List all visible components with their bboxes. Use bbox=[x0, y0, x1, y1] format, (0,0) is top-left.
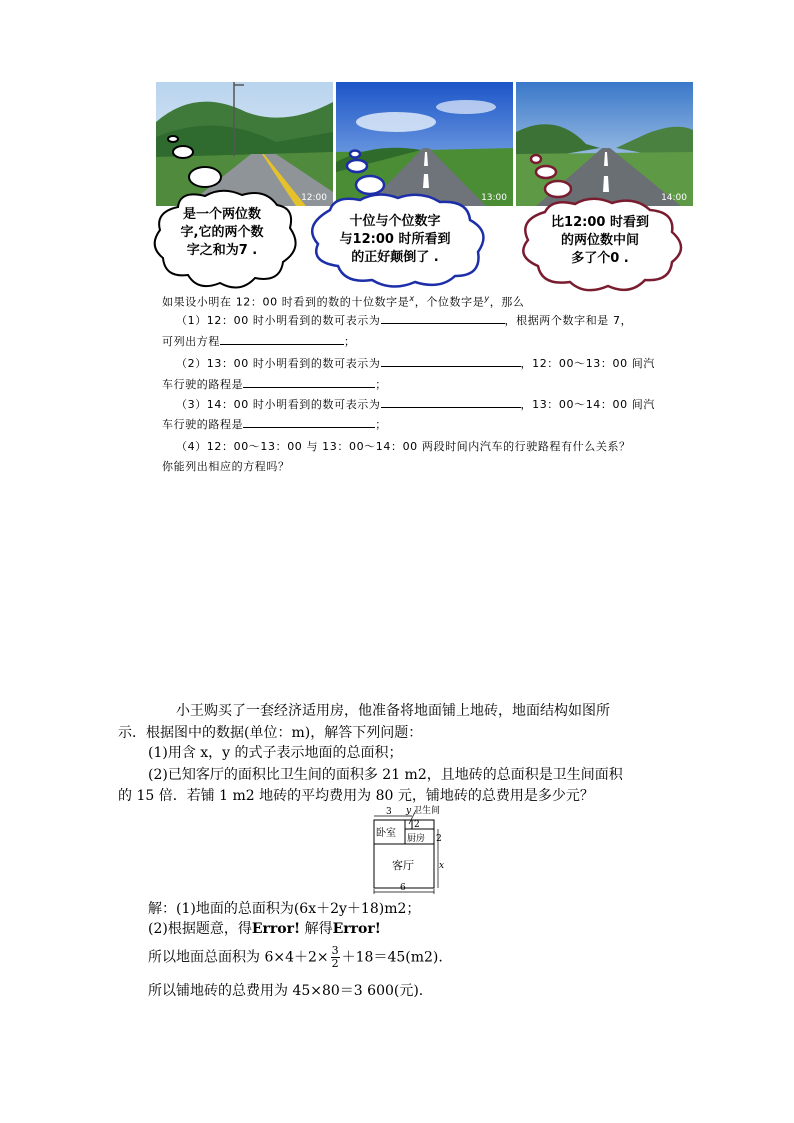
problem1-q2-line1: （2）13：00 时小明看到的数可表示为 ，12：00～13：00 间汽 bbox=[176, 353, 655, 375]
problem1-q2-line2: 车行驶的路程是 ； bbox=[162, 374, 387, 396]
dim-x: x bbox=[439, 861, 445, 871]
error-field-2: Error! bbox=[332, 921, 381, 937]
error-field-1: Error! bbox=[251, 921, 301, 937]
problem1-q3-line1: （3）14：00 时小明看到的数可表示为 ，13：00～14：00 间汽 bbox=[176, 394, 655, 416]
cloud-text-1400: 比12:00 时看到 的两位数中间 多了个0 . bbox=[551, 215, 649, 266]
solution-line1: 解：(1)地面的总面积为(6x＋2y＋18)m2； bbox=[148, 901, 421, 917]
problem2-q2-line1: (2)已知客厅的面积比卫生间的面积多 21 m2，且地砖的总面积是卫生间面积 bbox=[148, 767, 623, 783]
solution-line4: 所以铺地砖的总费用为 45×80＝3 600(元). bbox=[148, 983, 424, 999]
solution-line3: 所以地面总面积为 6×4＋2× $\frac{3}{2}$ ＋18＝45(m2). bbox=[148, 944, 443, 970]
q3-answer-blank[interactable] bbox=[381, 395, 521, 408]
dim-2a: 2 bbox=[414, 820, 420, 830]
dim-6: 6 bbox=[400, 883, 406, 893]
photo-time-stamp: 12:00 bbox=[301, 193, 327, 203]
problem1-q4-line1: （4）12：00～13：00 与 13：00～14：00 两段时间内汽车的行驶路程有什么关系？ bbox=[176, 440, 631, 453]
dim-y: y bbox=[406, 806, 412, 816]
label-bathroom: 卫生间 bbox=[413, 806, 441, 816]
cloud-text-1200: 是一个两位数 字,它的两个数 字之和为7 . bbox=[180, 207, 264, 258]
problem1-q1-line2: 可列出方程 ； bbox=[162, 331, 356, 353]
floor-plan-diagram bbox=[362, 804, 492, 894]
problem2-para-line2: 示．根据图中的数据(单位：m)，解答下列问题： bbox=[118, 725, 423, 741]
dim-2b: 2 bbox=[436, 834, 442, 844]
fraction-three-halves: $\frac{3}{2}$ bbox=[331, 944, 339, 970]
problem1-q3-line2: 车行驶的路程是 ； bbox=[162, 414, 387, 436]
problem1-q1-line1: （1）12：00 时小明看到的数可表示为 ，根据两个数字和是 7， bbox=[176, 310, 632, 332]
q1-equation-blank[interactable] bbox=[220, 332, 344, 345]
cloud-text-1300: 十位与个位数字 与12:00 时所看到 的正好颠倒了 . bbox=[339, 214, 451, 265]
photo-time-stamp: 13:00 bbox=[481, 193, 507, 203]
problem2-para-line1: 小王购买了一套经济适用房，他准备将地面铺上地砖，地面结构如图所 bbox=[176, 703, 610, 719]
problem1-q4-line2: 你能列出相应的方程吗？ bbox=[162, 460, 290, 473]
dim-3: 3 bbox=[386, 807, 392, 817]
q2-answer-blank[interactable] bbox=[381, 354, 521, 367]
q1-answer-blank[interactable] bbox=[381, 311, 505, 324]
label-bedroom: 卧室 bbox=[376, 828, 396, 839]
problem1-intro: 如果设小明在 12：00 时看到的数的十位数字是$^x$，个位数字是$^y$，那么 bbox=[162, 294, 525, 309]
photo-time-stamp: 14:00 bbox=[661, 193, 687, 203]
q3-distance-blank[interactable] bbox=[243, 415, 375, 428]
problem2-q1: (1)用含 x，y 的式子表示地面的总面积； bbox=[148, 745, 403, 761]
label-living-room: 客厅 bbox=[392, 859, 414, 872]
q2-distance-blank[interactable] bbox=[243, 375, 375, 388]
problem2-q2-line2: 的 15 倍．若铺 1 m2 地砖的平均费用为 80 元，铺地砖的总费用是多少元？ bbox=[118, 788, 594, 804]
label-kitchen: 厨房 bbox=[407, 834, 426, 844]
solution-line2: (2)根据题意，得Error! 解得Error! bbox=[148, 921, 381, 937]
